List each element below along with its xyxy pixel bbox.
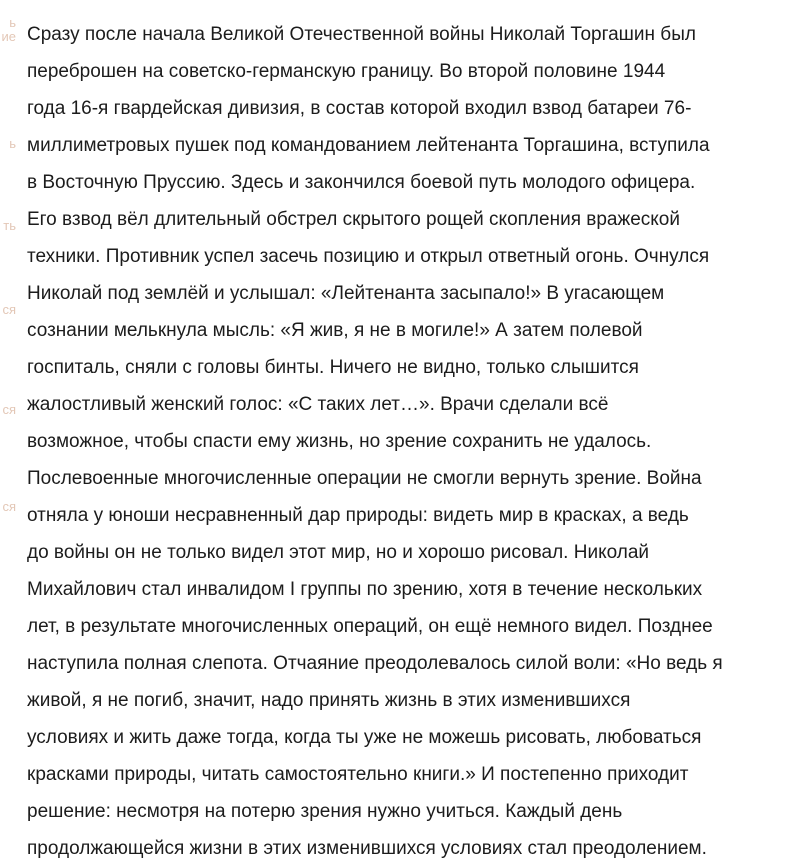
sidebar-fragment[interactable]: ие: [1, 29, 16, 44]
article-line: госпиталь, сняли с головы бинты. Ничего не видно, только слышится: [27, 357, 639, 378]
article-line: Послевоенные многочисленные операции не смогли вернуть зрение. Война: [27, 468, 702, 489]
sidebar-fragment[interactable]: ся: [2, 302, 16, 317]
article-line: красками природы, читать самостоятельно книги.» И постепенно приходит: [27, 764, 689, 785]
article-body: [27, 16, 800, 863]
sidebar-fragment[interactable]: ь: [9, 15, 16, 30]
article-line: техники. Противник успел засечь позицию и открыл ответный огонь. Очнулся: [27, 246, 710, 267]
sidebar-fragment[interactable]: ть: [3, 218, 16, 233]
article-line: миллиметровых пушек под командованием лейтенанта Торгашина, вступила: [27, 135, 710, 156]
article-line: живой, я не погиб, значит, надо принять жизнь в этих изменившихся: [27, 690, 631, 711]
article-line: года 16-я гвардейская дивизия, в состав которой входил взвод батареи 76-: [27, 98, 692, 119]
sidebar-fragment[interactable]: ся: [2, 499, 16, 514]
sidebar-fragment[interactable]: ся: [2, 402, 16, 417]
article-line: возможное, чтобы спасти ему жизнь, но зрение сохранить не удалось.: [27, 431, 652, 452]
article-line: Михайлович стал инвалидом I группы по зрению, хотя в течение нескольких: [27, 579, 703, 600]
article-line: продолжающейся жизни в этих изменившихся условиях стал преодолением.: [27, 838, 707, 859]
article-line: Николай под землёй и услышал: «Лейтенанта засыпало!» В угасающем: [27, 283, 665, 304]
sidebar-fragment[interactable]: ь: [9, 136, 16, 151]
article-line: до войны он не только видел этот мир, но и хорошо рисовал. Николай: [27, 542, 650, 563]
article-line: лет, в результате многочисленных операций, он ещё немного видел. Позднее: [27, 616, 713, 637]
article-line: переброшен на советско-германскую границу. Во второй половине 1944: [27, 61, 666, 82]
left-sidebar-clipped: [0, 0, 22, 863]
article-line: условиях и жить даже тогда, когда ты уже не можешь рисовать, любоваться: [27, 727, 702, 748]
article-line: сознании мелькнула мысль: «Я жив, я не в могиле!» А затем полевой: [27, 320, 643, 341]
article-line: решение: несмотря на потерю зрения нужно учиться. Каждый день: [27, 801, 623, 822]
article-line: наступила полная слепота. Отчаяние преодолевалось силой воли: «Но ведь я: [27, 653, 723, 674]
article-line: Сразу после начала Великой Отечественной войны Николай Торгашин был: [27, 24, 696, 45]
article-line: жалостливый женский голос: «С таких лет…». Врачи сделали всё: [27, 394, 609, 415]
article-line: отняла у юноши несравненный дар природы: видеть мир в красках, а ведь: [27, 505, 689, 526]
article-line: Его взвод вёл длительный обстрел скрытого рощей скопления вражеской: [27, 209, 680, 230]
article-line: в Восточную Пруссию. Здесь и закончился боевой путь молодого офицера.: [27, 172, 696, 193]
